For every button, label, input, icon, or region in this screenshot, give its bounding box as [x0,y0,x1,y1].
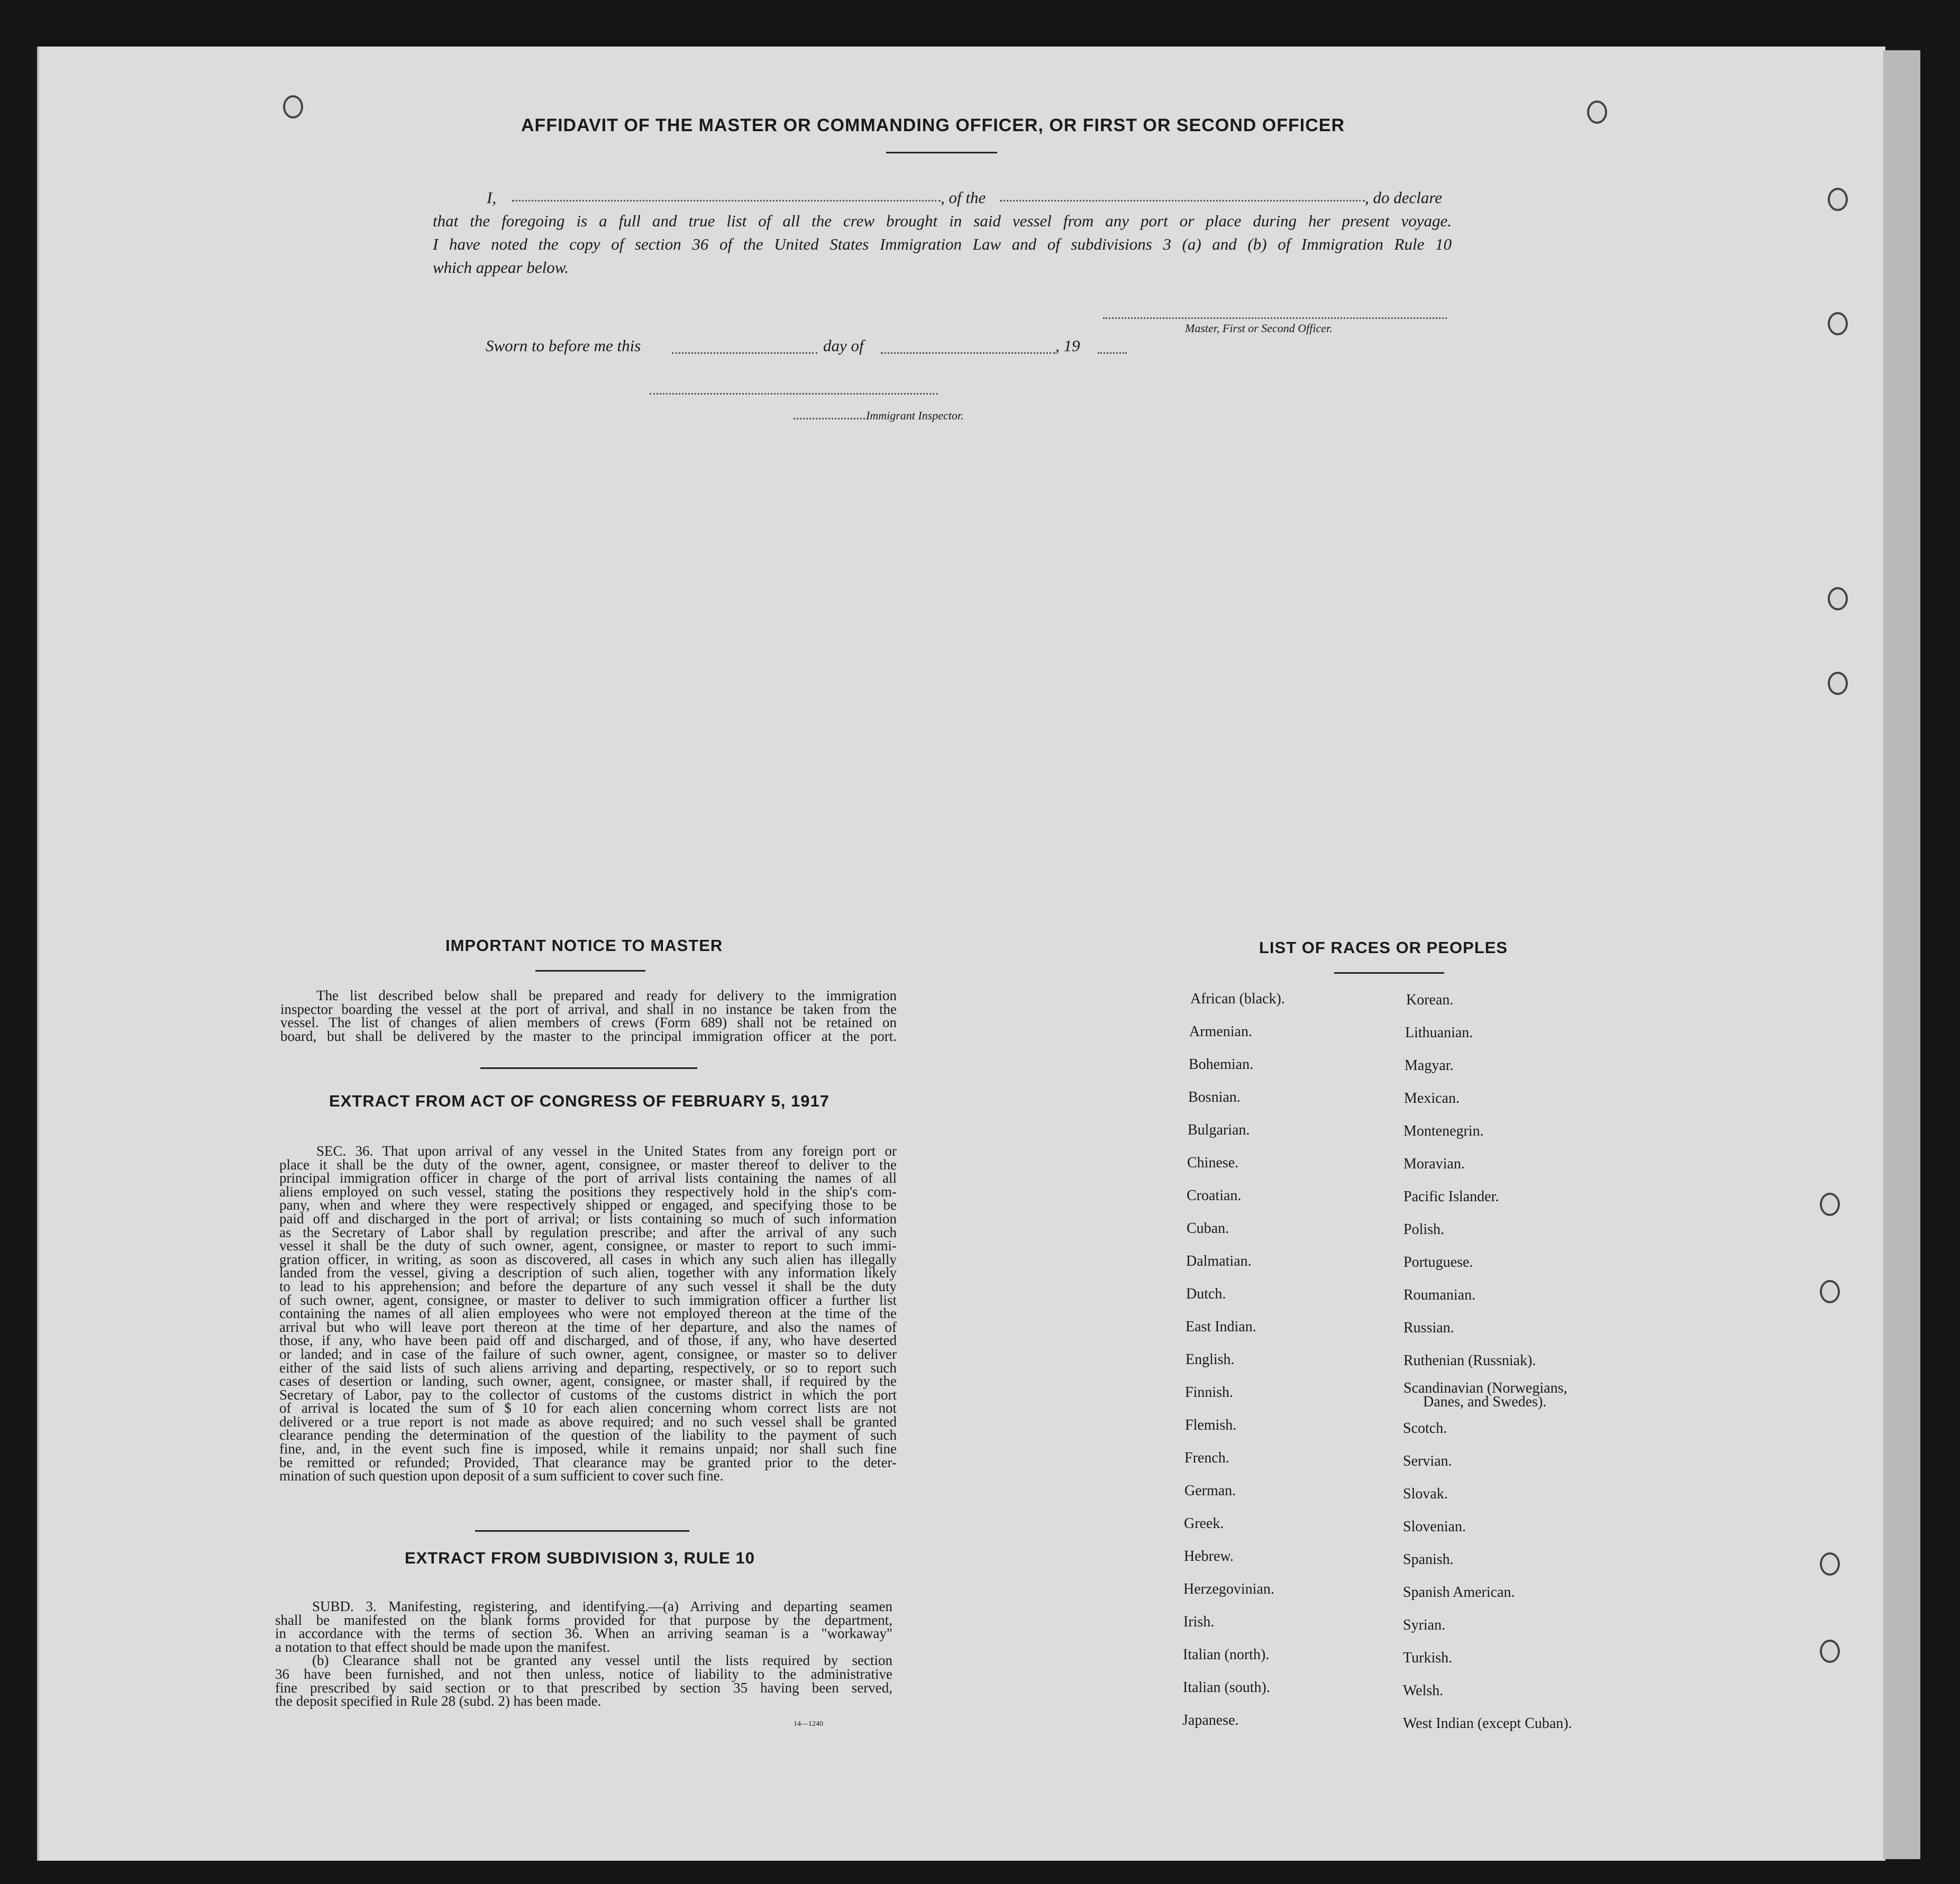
act-line: pany, when and where they were respectively shipped or engaged, and specifying those to be [279,1197,897,1213]
races-title: LIST OF RACES OR PEOPLES [1259,938,1508,957]
race-item: Servian. [1403,1453,1452,1469]
page-edge [1883,50,1920,1859]
race-item: Russian. [1403,1320,1454,1336]
race-item: Syrian. [1403,1617,1446,1633]
affidavit-line: I have noted the copy of section 36 of the United States Immigration Law and of subdivisions 3 (a) and (b) of Immigration Rule 10 [433,235,1452,253]
race-item: East Indian. [1186,1319,1256,1335]
rule-line: the deposit specified in Rule 28 (subd. 2) has been made. [275,1693,601,1709]
act-line: aliens employed on such vessel, stating the positions they respectively hold in the ship's com- [279,1183,897,1200]
rule-line: in accordance with the terms of section 36. When an arriving seaman is a "workaway" [275,1625,892,1642]
race-item: Finnish. [1185,1384,1234,1401]
race-item: Turkish. [1403,1650,1453,1666]
race-item: Slovenian. [1403,1519,1466,1535]
race-item: Greek. [1184,1515,1224,1532]
rule-line: SUBD. 3. Manifesting, registering, and identifying.—(a) Arriving and departing seamen [312,1598,892,1614]
notice-line: vessel. The list of changes of alien members of crews (Form 689) shall not be retained on [280,1014,897,1031]
act-line: fine, and, in the event such fine is imposed, while it remains unpaid; nor shall such fine [279,1441,897,1457]
year-label: , 19 [1055,336,1080,355]
act-line: gration officer, in writing, as soon as discovered, all cases in which any such alien has illegally [279,1251,897,1267]
race-item: Montenegrin. [1403,1123,1484,1139]
act-line: to lead to his apprehension; and before the departure of any such vessel it shall be the duty [279,1278,897,1294]
act-line: paid off and discharged in the port of arrival; or lists containing so much of such information [279,1210,897,1227]
notice-line: The list described below shall be prepared and ready for delivery to the immigration [316,987,897,1003]
race-item: Mexican. [1404,1090,1460,1106]
rule-line: shall be manifested on the blank forms provided for that purpose by the department, [275,1612,892,1628]
act-line: be remitted or refunded; Provided, That clearance may be granted prior to the deter- [279,1454,897,1470]
race-item: Spanish. [1403,1551,1454,1568]
notice-line: inspector boarding the vessel at the port of arrival, and shall in no instance be taken from the [280,1001,897,1017]
day-of-label: day of [823,336,864,355]
race-item: Roumanian. [1403,1287,1476,1303]
act-line: of arrival is located the sum of $ 10 for each alien concerning whom correct lists are not [279,1400,897,1416]
act-line: arrival but who will leave port thereon at the time of her departure, and also the names of [279,1319,897,1335]
notice-line: board, but shall be delivered by the master to the principal immigration officer at the port. [280,1028,897,1044]
divider [535,970,645,972]
name-blank[interactable] [512,200,941,202]
race-item: English. [1186,1351,1235,1368]
race-item: Croatian. [1187,1187,1242,1204]
document-page [37,47,1885,1861]
race-item: Japanese. [1182,1712,1239,1728]
act-line: principal immigration officer in charge of the port of arrival lists containing the names of all [279,1170,897,1186]
race-item: Lithuanian. [1405,1025,1473,1041]
punch-hole [1587,100,1607,124]
affidavit-line: that the foregoing is a full and true list of all the crew brought in said vessel from any port or place during her present voyage. [433,212,1452,230]
punch-hole [1828,587,1848,610]
affidavit-title: AFFIDAVIT OF THE MASTER OR COMMANDING OFFICER, OR FIRST OR SECOND OFFICER [521,115,1345,135]
race-item: Magyar. [1405,1057,1454,1074]
divider [1334,972,1444,974]
race-item: Slovak. [1403,1486,1448,1502]
act-line: either of the said lists of such aliens arriving and departing, respectively, or so to report such [279,1359,897,1376]
extract-act-paragraph [279,1145,897,1483]
race-item: Polish. [1403,1221,1445,1238]
race-item: Bohemian. [1189,1056,1254,1073]
race-item: Korean. [1406,992,1454,1008]
act-line: delivered or a true report is not made as above required; and no such vessel shall be granted [279,1413,897,1430]
punch-hole [1820,1640,1840,1663]
race-item: Portuguese. [1403,1254,1473,1270]
act-line: landed from the vessel, giving a description of such alien, together with any information likely [279,1265,897,1281]
signature-blank[interactable] [1103,317,1447,319]
race-item: West Indian (except Cuban). [1403,1715,1572,1732]
notice-paragraph [280,989,897,1043]
act-line: of such owner, agent, consignee, or master to deliver to such immigration officer a further list [279,1292,897,1308]
day-blank[interactable] [672,352,817,354]
punch-hole [1820,1280,1840,1303]
affidavit-of-the-label: , of the [941,188,986,207]
race-item: Flemish. [1185,1417,1237,1433]
inspector-caption: Immigrant Inspector. [866,409,964,422]
month-blank[interactable] [881,352,1055,354]
race-item: Dutch. [1186,1286,1226,1302]
race-item: Scandinavian (Norwegians, [1403,1380,1567,1396]
form-number: 14—1240 [794,1720,823,1728]
divider [480,1067,697,1069]
act-line: or landed; and in case of the failure of such owner, agent, consignee, or master so to deliver [279,1346,897,1362]
race-item: Cuban. [1187,1220,1229,1237]
race-item: Italian (south). [1183,1679,1270,1696]
year-blank[interactable] [1098,352,1127,354]
act-line: as the Secretary of Labor shall by regulation prescribe; and after the arrival of any such [279,1224,897,1240]
race-item: Pacific Islander. [1403,1188,1499,1205]
extract-act-title: EXTRACT FROM ACT OF CONGRESS OF FEBRUARY 5, 1917 [329,1092,829,1110]
race-item: Scotch. [1403,1420,1447,1437]
divider [886,152,997,153]
race-item: Ruthenian (Russniak). [1403,1352,1536,1369]
act-line: clearance pending the determination of the question of the liability to the payment of such [279,1427,897,1443]
race-item: Spanish American. [1403,1584,1515,1601]
punch-hole [1828,188,1848,211]
sworn-label: Sworn to before me this [486,336,641,355]
rule-line: fine prescribed by said section or to that prescribed by section 35 having been served, [275,1679,892,1696]
race-item-continuation: Danes, and Swedes). [1423,1394,1547,1410]
inspector-signature-blank[interactable] [650,393,938,395]
punch-hole [1820,1193,1840,1216]
rule-line: 36 have been furnished, and not then unless, notice of liability to the administrative [275,1666,892,1682]
race-item: Armenian. [1189,1023,1252,1040]
affidavit-do-declare-label: , do declare [1365,188,1443,207]
act-line: cases of desertion or landing, such owner, agent, consignee, or master shall, if required by the [279,1373,897,1389]
affidavit-i-label: I, [487,188,497,207]
race-item: Italian (north). [1183,1647,1270,1663]
race-item: Bosnian. [1188,1089,1241,1105]
punch-hole [1828,672,1848,695]
act-line: SEC. 36. That upon arrival of any vessel in the United States from any foreign port or [316,1143,897,1159]
rule-line: (b) Clearance shall not be granted any vessel until the lists required by section [312,1652,892,1669]
race-item: Irish. [1183,1614,1215,1630]
race-item: Chinese. [1187,1155,1239,1171]
race-item: French. [1184,1450,1229,1466]
race-item: Hebrew. [1184,1548,1234,1565]
act-line: those, if any, who have been paid off and discharged, and of those, if any, who have deserted [279,1332,897,1349]
affidavit-line: which appear below. [433,258,569,277]
extract-rule-paragraph [275,1600,892,1708]
punch-hole [283,95,303,118]
act-line: containing the names of all alien employees who were not employed thereon at the time of the [279,1305,897,1322]
signature-caption: Master, First or Second Officer. [1185,322,1333,335]
rule-line: a notation to that effect should be made upon the manifest. [275,1639,610,1655]
extract-rule-title: EXTRACT FROM SUBDIVISION 3, RULE 10 [405,1549,755,1567]
race-item: German. [1184,1483,1236,1499]
race-item: Herzegovinian. [1183,1581,1274,1597]
vessel-blank[interactable] [1000,200,1365,202]
act-line: Secretary of Labor, pay to the collector of customs of the customs district in which the port [279,1386,897,1403]
act-line: mination of such question upon deposit of a sum sufficient to cover such fine. [279,1468,724,1484]
inspector-dotted-leader [794,418,865,419]
notice-title: IMPORTANT NOTICE TO MASTER [445,936,723,955]
race-item: African (black). [1190,991,1285,1007]
punch-hole [1820,1552,1840,1576]
race-item: Welsh. [1403,1682,1444,1699]
divider [475,1530,689,1532]
race-item: Dalmatian. [1186,1253,1252,1269]
race-item: Bulgarian. [1188,1122,1250,1138]
race-item: Moravian. [1403,1156,1465,1172]
act-line: vessel it shall be the duty of such owner, agent, consignee, or master to report to such immi- [279,1238,897,1254]
punch-hole [1828,312,1848,335]
act-line: place it shall be the duty of the owner, agent, consignee, or master thereof to deliver to the [279,1156,897,1173]
